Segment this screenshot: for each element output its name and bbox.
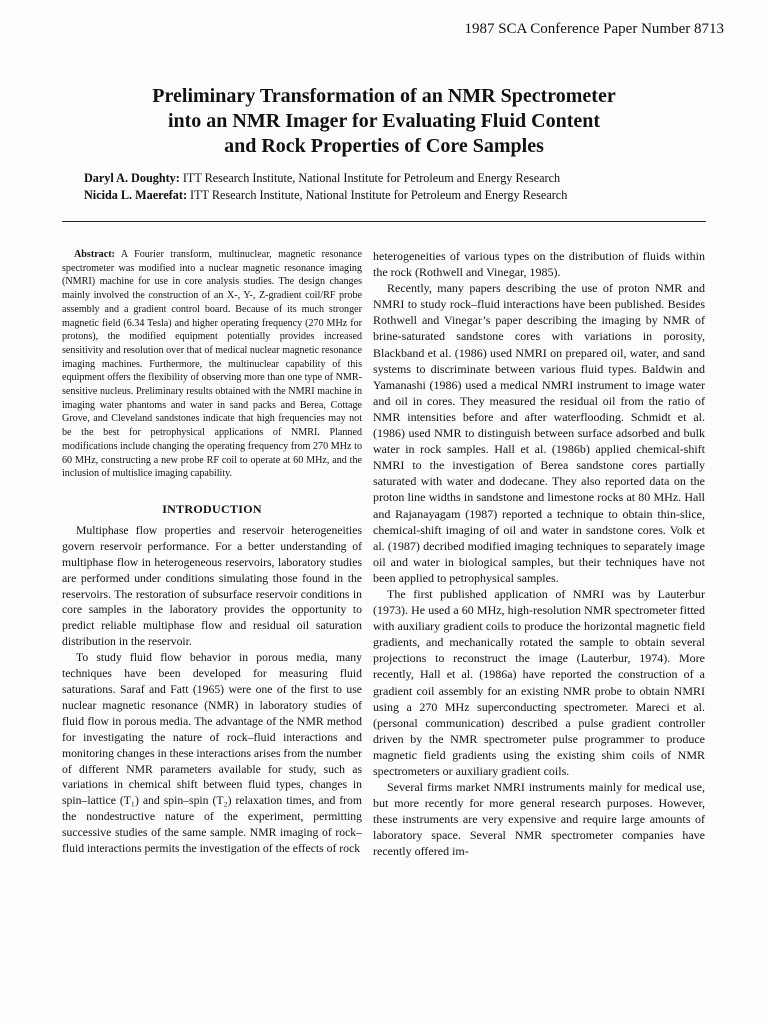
right-paragraph-continued: heterogeneities of various types on the distribution of fluids within the rock (Rothwell and Vinegar, 1985). bbox=[373, 249, 705, 280]
paper-title bbox=[60, 84, 708, 159]
author-line bbox=[84, 187, 724, 204]
title-line-2: into an NMR Imager for Evaluating Fluid Content bbox=[167, 110, 601, 132]
title-line-3: and Rock Properties of Core Samples bbox=[224, 135, 544, 157]
author-list bbox=[84, 170, 724, 204]
right-paragraph-1: Recently, many papers describing the use of proton NMR and NMRI to study rock–fluid interactions have been published. Besides Rothwell and Vinegar’s paper describing the imaging by NMR of brine-saturated sandstone cores with variations in porosity, Blackband et al. (1986) used NMRI on prepared oil, water, and sand systems to discriminate between various fluid types. Baldwin and Yamanashi (1986) used a medical NMRI instrument to image water and oil in cores. They measured the residual oil from the ratio of NMR intensities before and after waterflooding. Schmidt et al. (1986) used NMR to distinguish between surface adsorbed and bulk water in rock samples. Hall et al. (1986b) applied chemical-shift NMRI to the investigation of Berea sandstone cores partially saturated with water and dodecane. They also reported data on the proton line widths in sandstone and limestone rocks at 80 MHz. Hall and Rajanayagam (1987) reported a technique to obtain thin-slice, chemical-shift imaging of oil and water in sandstone cores. Volk et al. (1987) decribed modified imaging techniques to separately image oil and water in biological samples, but their techniques have not been applied to petrophysical samples. bbox=[373, 281, 705, 585]
author-affiliation: ITT Research Institute, National Institute for Petroleum and Energy Research bbox=[179, 171, 561, 185]
title-line-1: Preliminary Transformation of an NMR Spectrometer bbox=[152, 85, 616, 107]
left-column bbox=[62, 248, 362, 857]
conference-reference: 1987 SCA Conference Paper Number 8713 bbox=[464, 21, 724, 37]
author-affiliation: ITT Research Institute, National Institute for Petroleum and Energy Research bbox=[187, 188, 568, 202]
author-name: Nicida L. Maerefat: bbox=[84, 188, 187, 202]
author-line bbox=[84, 170, 724, 187]
abstract-text: A Fourier transform, multinuclear, magnetic resonance spectrometer was modified into a nuclear magnetic resonance imaging (NMRI) machine for use in core analysis studies. The design changes mainly involved the construction of an X-, Y-, Z-gradient coil/RF probe assembly and a gradient control board. Because of its much stronger magnetic field (6.34 Tesla) and higher operating frequency (270 MHz for protons), the modified equipment potentially provides increased sensitivity and resolution over that of medical nuclear magnetic resonance imaging machines. Furthermore, the multinuclear capability of this equipment offers the flexibility of observing more than one type of NMR-sensitive nucleus. Preliminary results obtained with the NMRI machine in imaging water phantoms and water in sand packs and Berea, Cottage Grove, and Cleveland sandstones indicate that high frequencies may not be the best for petrophysical applications of NMRI. Planned modifications include changing the operating frequency from 270 MHz to 60 MHz, constructing a new probe RF coil to operate at 60 MHz, and the inclusion of multislice imaging capability. bbox=[62, 249, 362, 480]
right-column bbox=[373, 248, 705, 860]
abstract bbox=[62, 248, 362, 481]
header-divider bbox=[62, 221, 706, 222]
introduction-heading: INTRODUCTION bbox=[162, 501, 262, 516]
intro-paragraph-1: Multiphase flow properties and reservoir heterogeneities govern reservoir performance. For a better understanding of multiphase flow in heterogeneous reservoirs, laboratory studies are performed under conditions simulating those found in the reservoirs. The restoration of subsurface reservoir conditions in core samples in the laboratory provides the opportunity to predict reliable multiphase flow and residual oil saturation distribution in the reservoir. bbox=[62, 523, 362, 649]
author-name: Daryl A. Doughty: bbox=[84, 171, 180, 185]
right-paragraph-2: The first published application of NMRI was by Lauterbur (1973). He used a 60 MHz, high-resolution NMR spectrometer fitted with auxiliary gradient coils to produce the horizontal magnetic field gradients, and mechanically rotated the sample to obtain several projections to reconstruct the image (Lauterbur, 1974). More recently, Hall et al. (1986a) have reported the construction of a gradient coil assembly for an existing NMR probe to obtain NMRI using a 270 MHz superconducting spectrometer. Mareci et al. (personal communication) described a pulse gradient controller driven by the NMR spectrometer pulse programmer to produce magnetic field gradients using the existing shim coils of NMR spectrometers or auxiliary gradient coils. bbox=[373, 586, 705, 778]
abstract-label: Abstract: bbox=[74, 249, 115, 260]
right-paragraph-3: Several firms market NMRI instruments mainly for medical use, but more recently for more general research purposes. However, these instruments are very expensive and require large amounts of laboratory space. Several NMR spectrometer companies have recently offered im- bbox=[373, 780, 705, 859]
intro-paragraph-2: To study fluid flow behavior in porous media, many techniques have been developed for measuring fluid saturations. Saraf and Fatt (1965) were one of the first to use nuclear magnetic resonance (NMR) in laboratory studies of fluid flow in porous media. The advantage of the NMR method for investigating the nature of rock–fluid interactions and monitoring changes in these interactions arises from the number of different NMR parameters available for study, such as variations in chemical shift between fluid types, changes in spin–lattice (T₁) and spin–spin (T₂) relaxation times, and from the nondestructive nature of the experiment, permitting successive studies of the same sample. NMR imaging of rock–fluid interactions permits the investigation of the effects of rock bbox=[62, 651, 362, 856]
